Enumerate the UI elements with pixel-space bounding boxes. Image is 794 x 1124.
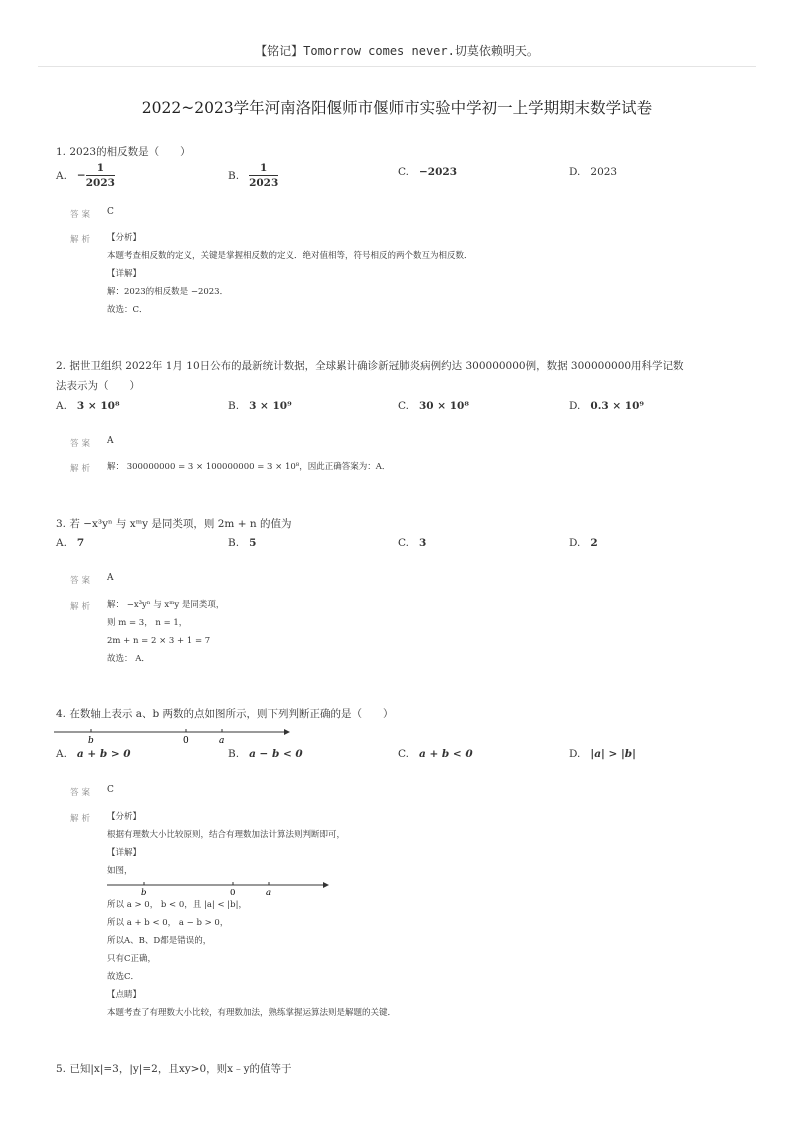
q1-answer: C <box>107 207 114 217</box>
q2-answer: A <box>107 436 114 446</box>
option-text: 30 × 10⁸ <box>419 400 469 412</box>
q1-option-d[interactable] <box>569 166 617 178</box>
option-text: 3 <box>419 537 427 549</box>
exp-line: 本题考查相反数的定义，关键是掌握相反数的定义．绝对值相等，符号相反的两个数互为相反数． <box>107 251 473 261</box>
option-text: 2 <box>590 537 598 549</box>
exp-line: 解： −x³yⁿ 与 xᵐy 是同类项， <box>107 600 225 610</box>
option-text: 5 <box>249 537 257 549</box>
label-0: 0 <box>230 888 236 898</box>
option-label: C. <box>398 166 409 178</box>
option-label: A. <box>56 400 67 412</box>
numerator: 1 <box>96 162 104 174</box>
option-text: 7 <box>76 537 85 549</box>
option-label: D. <box>569 400 581 412</box>
fraction <box>86 162 115 189</box>
exp-line: 【分析】 <box>107 233 142 243</box>
option-label: B. <box>228 748 240 760</box>
fraction-bar <box>249 175 278 176</box>
q2-option-c[interactable] <box>398 400 469 412</box>
option-label: B. <box>228 400 240 412</box>
minus-sign: − <box>76 169 86 182</box>
q4-option-c[interactable] <box>398 748 473 760</box>
q2-option-b[interactable] <box>228 400 292 412</box>
q2-answer-label: 答案 <box>70 439 94 449</box>
q4-analysis-label: 解析 <box>70 814 94 824</box>
option-label: A. <box>56 169 67 182</box>
exp-line: 根据有理数大小比较原则，结合有理数加法计算法则判断即可， <box>107 830 346 840</box>
header-motto: 【铭记】Tomorrow comes never.切莫依赖明天。 <box>255 44 539 58</box>
exp-line: 故选： A． <box>107 654 150 664</box>
exp-line: 所以 a > 0， b < 0，且 |a| < |b|， <box>107 900 247 910</box>
q1-explanation <box>107 229 473 319</box>
option-text: a − b < 0 <box>249 748 303 760</box>
q4-option-d[interactable] <box>569 748 636 760</box>
q3-explanation <box>107 596 224 668</box>
option-text: |a| > |b| <box>590 748 636 760</box>
option-label: D. <box>569 166 581 178</box>
q3-option-a[interactable] <box>56 537 84 549</box>
exp-line: 2m + n = 2 × 3 + 1 = 7 <box>107 636 211 646</box>
q4-explanation-part2 <box>107 896 396 1022</box>
option-text: −2023 <box>419 166 458 178</box>
q2-option-d[interactable] <box>569 400 644 412</box>
q4-answer-label: 答案 <box>70 788 94 798</box>
option-text: 3 × 10⁹ <box>249 400 292 412</box>
option-text: a + b > 0 <box>76 748 131 760</box>
exp-line: 【分析】 <box>107 812 142 822</box>
q1-option-a[interactable] <box>56 162 115 189</box>
q1-analysis-label: 解析 <box>70 235 94 245</box>
axis-arrow <box>284 729 290 735</box>
q4-answer: C <box>107 785 114 795</box>
option-text: a + b < 0 <box>419 748 473 760</box>
label-a: a <box>219 736 225 746</box>
exp-line: 所以A、B、D都是错误的， <box>107 936 212 946</box>
option-label: B. <box>228 169 240 182</box>
q4-stem: 4. 在数轴上表示 a、b 两数的点如图所示，则下列判断正确的是（ ） <box>56 708 394 720</box>
label-a: a <box>266 888 272 898</box>
option-label: D. <box>569 537 581 549</box>
q1-answer-label: 答案 <box>70 210 94 220</box>
exp-line: 本题考查了有理数大小比较，有理数加法，熟练掌握运算法则是解题的关键． <box>107 1008 397 1018</box>
option-label: C. <box>398 537 409 549</box>
numerator: 1 <box>260 162 268 174</box>
exp-line: 【点睛】 <box>107 990 142 1000</box>
q1-option-b[interactable] <box>228 162 278 189</box>
q5-stem: 5. 已知|x|=3，|y|=2，且xy>0，则x﹣y的值等于 <box>56 1063 292 1075</box>
exp-line: 则 m = 3， n = 1， <box>107 618 188 628</box>
exp-line: 如图， <box>107 866 133 876</box>
exp-line: 故选C． <box>107 972 140 982</box>
option-label: A. <box>56 537 67 549</box>
exp-line: 故选：C． <box>107 305 148 315</box>
q2-explanation: 解： 300000000 = 3 × 100000000 = 3 × 10⁸，因此正确答案为：A． <box>107 462 391 472</box>
fraction <box>249 162 278 189</box>
option-label: B. <box>228 537 240 549</box>
q3-option-b[interactable] <box>228 537 256 549</box>
denominator: 2023 <box>85 177 115 189</box>
option-label: C. <box>398 748 409 760</box>
q3-answer: A <box>107 573 114 583</box>
q3-stem: 3. 若 −x³yⁿ 与 xᵐy 是同类项，则 2m + n 的值为 <box>56 518 292 530</box>
label-0: 0 <box>183 736 189 746</box>
q4-explanation-part1 <box>107 808 345 880</box>
option-text: 3 × 10⁸ <box>76 400 120 412</box>
exp-line: 【详解】 <box>107 269 142 279</box>
q4-option-b[interactable] <box>228 748 303 760</box>
q2-stem-line2: 法表示为（ ） <box>56 380 140 392</box>
q2-stem-line1: 2. 据世卫组织 2022年 1月 10日公布的最新统计数据，全球累计确诊新冠肺炎病例约达 300000000例，数据 300000000用科学记数 <box>56 360 684 372</box>
q1-option-c[interactable] <box>398 166 457 178</box>
q4-option-a[interactable] <box>56 748 131 760</box>
q3-analysis-label: 解析 <box>70 602 94 612</box>
axis-arrow <box>323 882 329 888</box>
header-divider <box>38 66 756 67</box>
label-b: b <box>88 736 94 746</box>
option-label: C. <box>398 400 409 412</box>
q3-answer-label: 答案 <box>70 576 94 586</box>
q2-option-a[interactable] <box>56 400 120 412</box>
option-label: D. <box>569 748 581 760</box>
label-b: b <box>141 888 147 898</box>
q2-analysis-label: 解析 <box>70 464 94 474</box>
option-label: A. <box>56 748 67 760</box>
exp-line: 所以 a + b < 0， a − b > 0， <box>107 918 229 928</box>
fraction-bar <box>86 175 115 176</box>
exp-line: 只有C正确， <box>107 954 157 964</box>
option-text: 0.3 × 10⁹ <box>590 400 644 412</box>
q3-option-d[interactable] <box>569 537 598 549</box>
q3-option-c[interactable] <box>398 537 426 549</box>
q4-number-line <box>54 724 294 748</box>
q1-stem: 1. 2023的相反数是（ ） <box>56 146 191 158</box>
denominator: 2023 <box>249 177 279 189</box>
exp-line: 【详解】 <box>107 848 142 858</box>
document-title: 2022~2023学年河南洛阳偃师市偃师市实验中学初一上学期期末数学试卷 <box>141 99 653 117</box>
exp-line: 解：2023的相反数是 −2023． <box>107 287 229 297</box>
option-text: 2023 <box>590 166 618 178</box>
